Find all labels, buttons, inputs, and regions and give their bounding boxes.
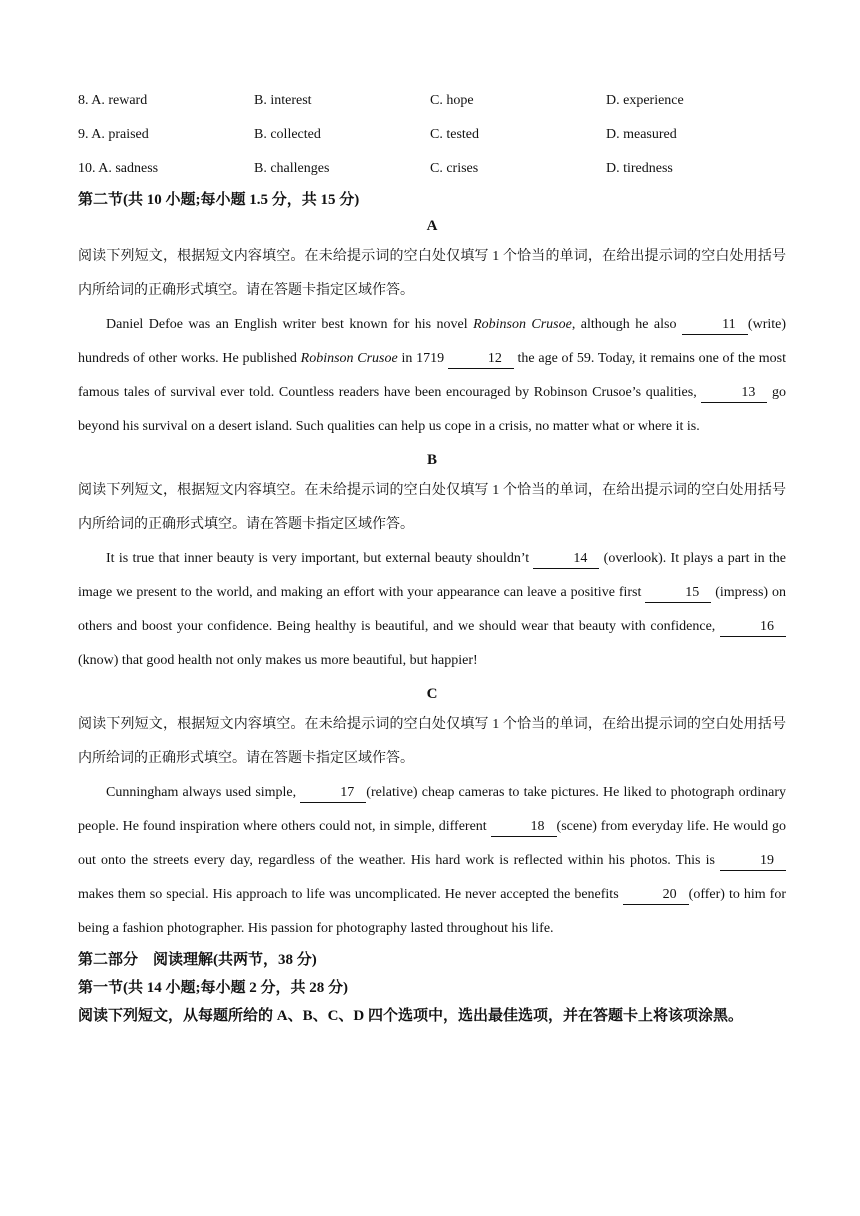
- section2-heading: 第二节(共 10 小题;每小题 1.5 分，共 15 分): [78, 192, 360, 208]
- option-8a: 8. A. reward: [78, 93, 148, 108]
- blank-12[interactable]: 12: [448, 350, 514, 369]
- blank-16[interactable]: 16: [720, 618, 786, 637]
- option-10d: D. tiredness: [606, 161, 673, 176]
- option-9c: C. tested: [430, 127, 479, 142]
- passage-c-text: Cunningham always used simple, 17 (relative) cheap cameras to take pictures. He liked to photograph ordinary people. He found inspiration where others could not, in simple, different 18 (scene) from everyday life. He would go out onto the streets every day, regardless of the weather. His hard work is reflected within his photos. This is 19 makes them so special. His approach to life was uncomplicated. He never accepted the benefits 20 (offer) to him for being a fashion photographer. His passion for photography lasted throughout his life.: [78, 785, 786, 936]
- passage-a-label: A: [426, 218, 438, 234]
- option-9a: 9. A. praised: [78, 127, 149, 142]
- option-10b: B. challenges: [254, 161, 330, 176]
- option-8d: D. experience: [606, 93, 684, 108]
- blank-14[interactable]: 14: [533, 550, 599, 569]
- passage-a-text: Daniel Defoe was an English writer best known for his novel Robinson Crusoe, although he also 11 (write) hundreds of other works. He published Robinson Crusoe in 1719 12 the age of 59. Today, it remains one of the most famous tales of survival ever told. Countless readers have been encouraged by Robinson Crusoe’s qualities, 13 go beyond his survival on a desert island. Such qualities can help us cope in a crisis, no matter what or where it is.: [78, 317, 787, 434]
- blank-18[interactable]: 18: [491, 818, 557, 837]
- passage-b-label: B: [426, 452, 437, 468]
- option-10c: C. crises: [430, 161, 479, 176]
- blank-11[interactable]: 11: [682, 316, 748, 335]
- part2-instruction: 阅读下列短文，从每题所给的 A、B、C、D 四个选项中，选出最佳选项，并在答题卡上将该项涂黑。: [78, 1008, 744, 1024]
- blank-15[interactable]: 15: [645, 584, 711, 603]
- blank-20[interactable]: 20: [623, 886, 689, 905]
- part2-section1-heading: 第一节(共 14 小题;每小题 2 分，共 28 分): [78, 980, 348, 996]
- passage-b-instruction: 阅读下列短文，根据短文内容填空。在未给提示词的空白处仅填写 1 个恰当的单词，在给出提示词的空白处用括号内所给词的正确形式填空。请在答题卡指定区域作答。: [78, 483, 786, 532]
- passage-c-label: C: [426, 686, 438, 702]
- blank-19[interactable]: 19: [720, 852, 786, 871]
- option-row-10: [78, 152, 786, 186]
- option-row-9: [78, 118, 786, 152]
- option-8c: C. hope: [430, 93, 474, 108]
- exam-page: [78, 84, 786, 1030]
- option-8b: B. interest: [254, 93, 312, 108]
- passage-b-text: It is true that inner beauty is very important, but external beauty shouldn’t 14 (overlook). It plays a part in the image we present to the world, and making an effort with your appearance can leave a positive first 15 (impress) on others and boost your confidence. Being healthy is beautiful, and we should wear that beauty with confidence, 16 (know) that good health not only makes us more beautiful, but happier!: [78, 551, 787, 668]
- option-10a: 10. A. sadness: [78, 161, 159, 176]
- passage-c-instruction: 阅读下列短文，根据短文内容填空。在未给提示词的空白处仅填写 1 个恰当的单词，在给出提示词的空白处用括号内所给词的正确形式填空。请在答题卡指定区域作答。: [78, 717, 786, 766]
- blank-13[interactable]: 13: [701, 384, 767, 403]
- option-9b: B. collected: [254, 127, 321, 142]
- blank-17[interactable]: 17: [300, 784, 366, 803]
- option-9d: D. measured: [606, 127, 677, 142]
- passage-a-instruction: 阅读下列短文，根据短文内容填空。在未给提示词的空白处仅填写 1 个恰当的单词，在给出提示词的空白处用括号内所给词的正确形式填空。请在答题卡指定区域作答。: [78, 249, 786, 298]
- part2-heading: 第二部分 阅读理解(共两节，38 分): [78, 952, 317, 968]
- option-row-8: [78, 84, 786, 118]
